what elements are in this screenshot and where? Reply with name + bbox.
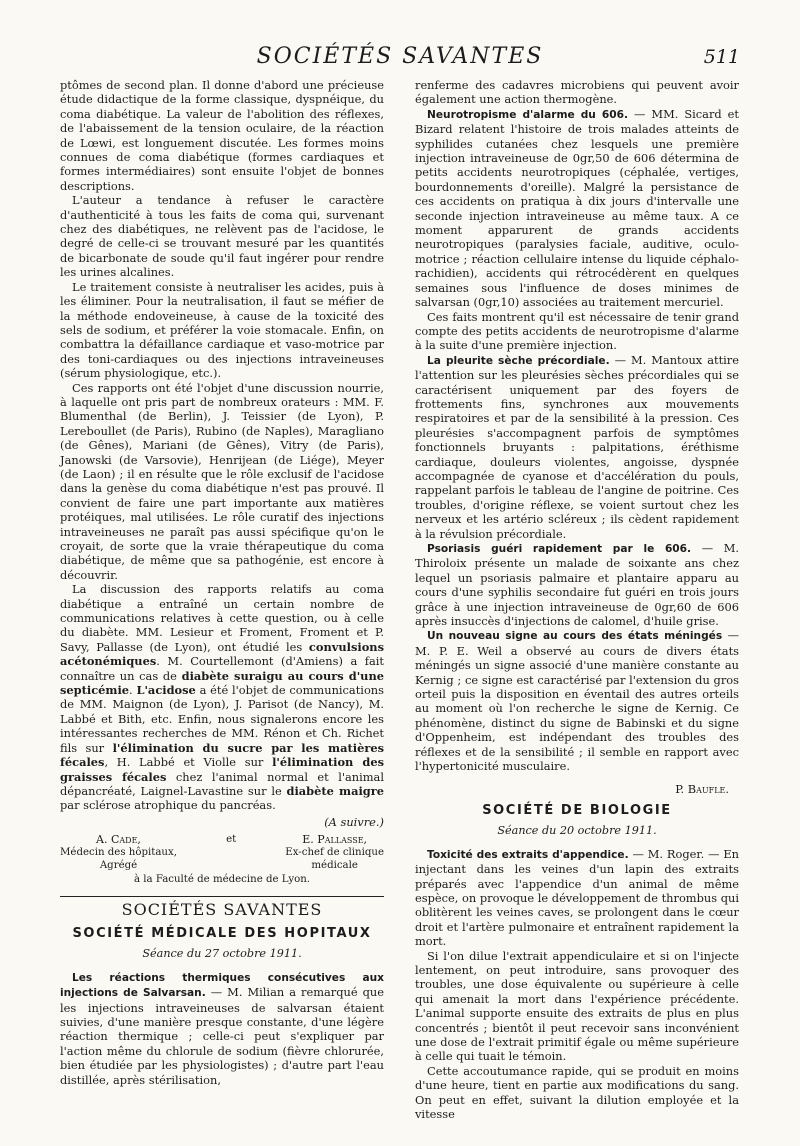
left-column [60,78,384,1087]
signature-conjunction: et [226,834,237,846]
text-run: . M. Courtellemont (d'Amiens) a fait connaître un cas de [60,654,384,683]
emphasis: diabète maigre [286,783,384,798]
author-title: Ex-chef de clinique [285,847,384,859]
paragraph-heading: La pleurite sèche précordiale. [427,354,610,367]
page-number: 511 [703,46,740,68]
paragraph [415,541,739,628]
text-run: — MM. Sicard et Bizard relatent l'histoire de trois malades atteints de syphilides cutanées chez lesquels une première injection intraveineuse de 0gr,50 de 606 détermina de petits accidents neurotropiques (céphalée, vertiges, bourdonnements d'oreille). Malgré la persistance de ces accidents on pratiqua à dix jours d'intervalle une seconde injection intraveineuse au même taux. A ce moment apparurent de grands accidents neurotropiques (paralysies faciale, auditive, oculo-motrice ; réaction cellulaire intense du liquide céphalo-rachidien), accidents qui rétrocédèrent en quelques semaines sous l'influence de doses minimes de salvarsan (0gr,10) associées au traitement mercuriel. [415,106,740,310]
text-run: , H. Labbé et Violle sur [104,755,273,770]
session-date: Séance du 20 octobre 1911. [497,824,657,838]
paragraph-heading: Toxicité des extraits d'appendice. [427,848,629,861]
paragraph: ptômes de second plan. Il donne d'abord une précieuse étude didactique de la forme classique, dyspnéique, du coma diabétique. La valeur de l'abolition des réflexes, de l'abaissement de la tension oculaire, de la réaction de Lœwi, est longuement discutée. Les formes moins connues de coma diabétique (formes cardiaques et formes intermédiaires) sont ensuite l'objet de bonnes descriptions. [60,78,384,193]
signature-cade [60,833,177,872]
text-run: — M. Roger. — En injectant dans les veines d'un lapin des extraits préparés avec l'appendice d'un animal de même espèce, on provoque le développement de thrombus qui oblitèrent les veines caves, se prolongent dans le cœur droit et l'artère pulmonaire et entraînent rapidement la mort. [415,846,739,949]
society-title: SOCIÉTÉ MÉDICALE DES HOPITAUX [72,925,372,941]
paragraph [415,847,739,949]
paragraph [415,107,739,310]
to-follow-note: (A suivre.) [324,814,384,829]
author-title: Agrégé [99,860,138,872]
session-date: Séance du 27 octobre 1911. [142,947,302,961]
author-name: E. Pallasse, [302,833,368,847]
emphasis: L'acidose [136,683,196,698]
paragraph [415,353,739,541]
text-run: — M. Thiroloix présente un malade de soixante ans chez lequel un psoriasis palmaire et plantaire apparu au cours d'une syphilis secondaire fut guéri en trois jours grâce à une injection intraveineuse de 0gr,60 de 606 après insuccès d'injections de calomel, d'huile grise. [415,541,739,629]
author-title: médicale [311,860,358,872]
author-title: Médecin des hôpitaux, [60,847,177,859]
paragraph [60,970,384,1087]
paragraph: L'auteur a tendance à refuser le caractère d'authenticité à tous les faits de coma qui, survenant chez des diabétiques, ne relèvent pas de l'acidose, le degré de celle-ci se trouvant mesuré par les quantités de bicarbonate de soude qu'il faut ingérer pour rendre les urines alcalines. [60,193,384,280]
text-run: — M. Mantoux attire l'attention sur les pleurésies sèches précordiales qui se caractérisent uniquement par des foyers de frottements fins, synchrones aux mouvements respiratoires et par de la sensibilité à la pression. Ces pleurésies s'accompagnent parfois de symptômes fonctionnels bruyants : palpitations, éréthisme cardiaque, douleurs violentes, angoisse, dyspnée accompagnée de cyanose et d'accélération du pouls, rappelant parfois le tableau de l'angine de poitrine. Ces troubles, d'origine réflexe, se voient surtout chez les nerveux et les artério scléreux ; ils cèdent rapidement à la révulsion précordiale. [415,352,739,541]
emphasis: convulsions acétonémiques [60,639,384,669]
paragraph: renferme des cadavres microbiens qui peuvent avoir également une action thermogène. [415,78,739,107]
page-header [60,44,740,72]
paragraph-heading: Les réactions thermiques consécutives aux injections de Salvarsan. [60,971,384,1000]
text-run: . [129,683,137,698]
paragraph-heading: Un nouveau signe au cours des états méningés [427,630,723,643]
text-run: a été l'objet de communications de MM. Maignon (de Lyon), J. Parisot (de Nancy), M. Labbé et Bith, etc. Enfin, nous signalerons encore les intéressantes recherches de MM. Rénon et Ch. Richet fils sur [60,683,384,755]
text-run: — M. Milian a remarqué que les injections intraveineuses de salvarsan étaient suivies, d'une manière presque constante, d'une légère réaction thermique ; celle-ci peut s'expliquer par l'action même du chlorule de sodium (fièvre chlorurée, bien étudiée par les physiologistes) ; d'autre part l'eau distillée, après stérilisation, [60,985,384,1087]
text-run: La discussion des rapports relatifs au coma diabétique a entraîné un certain nombre de communications relatives à cette question, ou à celle du diabète. MM. Lesieur et Froment, Froment et P. Savy, Pallasse (de Lyon), ont étudié les [60,582,384,654]
paragraph: Ces faits montrent qu'il est nécessaire de tenir grand compte des petits accidents de neurotropisme d'alarme à la suite d'une première injection. [415,309,739,353]
author-signoff: P. Baufle. [675,781,729,796]
paragraph: Cette accoutumance rapide, qui se produit en moins d'une heure, tient en partie aux modifications du sang. On peut en effet, suivant la dilution employée et la vitesse [415,1063,739,1122]
paragraph-heading: Psoriasis guéri rapidement par le 606. [427,543,692,555]
signatures [60,833,384,872]
author-name: A. Cade, [96,833,141,847]
section-divider [60,896,384,897]
section-heading: SOCIÉTÉS SAVANTES [121,899,323,919]
text-run: par sclérose atrophique du pancréas. [60,798,276,813]
emphasis: diabète suraigu au cours d'une septicémie [60,668,384,698]
faculty-affiliation: à la Faculté de médecine de Lyon. [133,874,311,886]
emphasis: l'élimination du sucre par les matières fécales [60,740,384,770]
right-column [415,78,739,1121]
paragraph: Le traitement consiste à neutraliser les acides, puis à les éliminer. Pour la neutralisation, il faut se méfier de la méthode endoveineuse, à cause de la toxicité des sels de sodium, et préférer la voie stomacale. Enfin, on combattra la défaillance cardiaque et vaso-motrice par des toni-cardiaques ou des injections intraveineuses (sérum physiologique, etc.). [60,279,384,381]
signature-pallasse [285,833,384,872]
paragraph-heading: Neurotropisme d'alarme du 606. [427,108,629,121]
emphasis: l'élimination des graisses fécales [60,755,385,784]
paragraph [60,582,384,813]
society-title: SOCIÉTÉ DE BIOLOGIE [482,802,672,818]
text-run: — M. P. E. Weil a observé au cours de divers états méningés un signe associé d'une manière constante au Kernig ; ce signe est caractérisé par l'extension du gros orteil puis la disposition en éventail des autres orteils au moment où l'on recherche le signe de Kernig. Ce phénomène, distinct du signe de Babinski et du signe d'Oppenheim, est indépendant des troubles des réflexes et de la sensibilité ; il semble en rapport avec l'hypertonicité musculaire. [415,628,739,774]
text-run: chez l'animal normal et l'animal dépancréaté, Laignel-Lavastine sur le [60,769,384,798]
paragraph [415,628,739,773]
paragraph: Ces rapports ont été l'objet d'une discussion nourrie, à laquelle ont pris part de nombreux orateurs : MM. F. Blumenthal (de Berlin), J. Teissier (de Lyon), P. Lereboullet (de Paris), Rubino (de Naples), Maragliano (de Gênes), Mariani (de Gênes), Vitry (de Paris), Janowski (de Varsovie), Henrijean (de Liége), Meyer (de Laon) ; il en résulte que le rôle exclusif de l'acidose dans la genèse du coma diabétique n'est pas prouvé. Il convient de faire une part importante aux matières protéiques, mal utilisées. Le rôle curatif des injections intraveineuses ne paraît pas aussi spécifique qu'on le croyait, de sorte que la vraie thérapeutique du coma diabétique, de même que sa pathogénie, est encore à découvrir. [60,380,384,582]
running-title: SOCIÉTÉS SAVANTES [256,44,544,69]
paragraph: Si l'on dilue l'extrait appendiculaire et si on l'injecte lentement, on peut introduire, sans provoquer des troubles, une dose équivalente ou supérieure à celle qui amenait la mort dans l'expérience précédente. L'animal supporte ensuite des extraits de plus en plus concentrés ; bientôt il peut recevoir sans inconvénient une dose de l'extrait primitif égale ou même supérieure à celle qui tuait le témoin. [415,948,739,1064]
